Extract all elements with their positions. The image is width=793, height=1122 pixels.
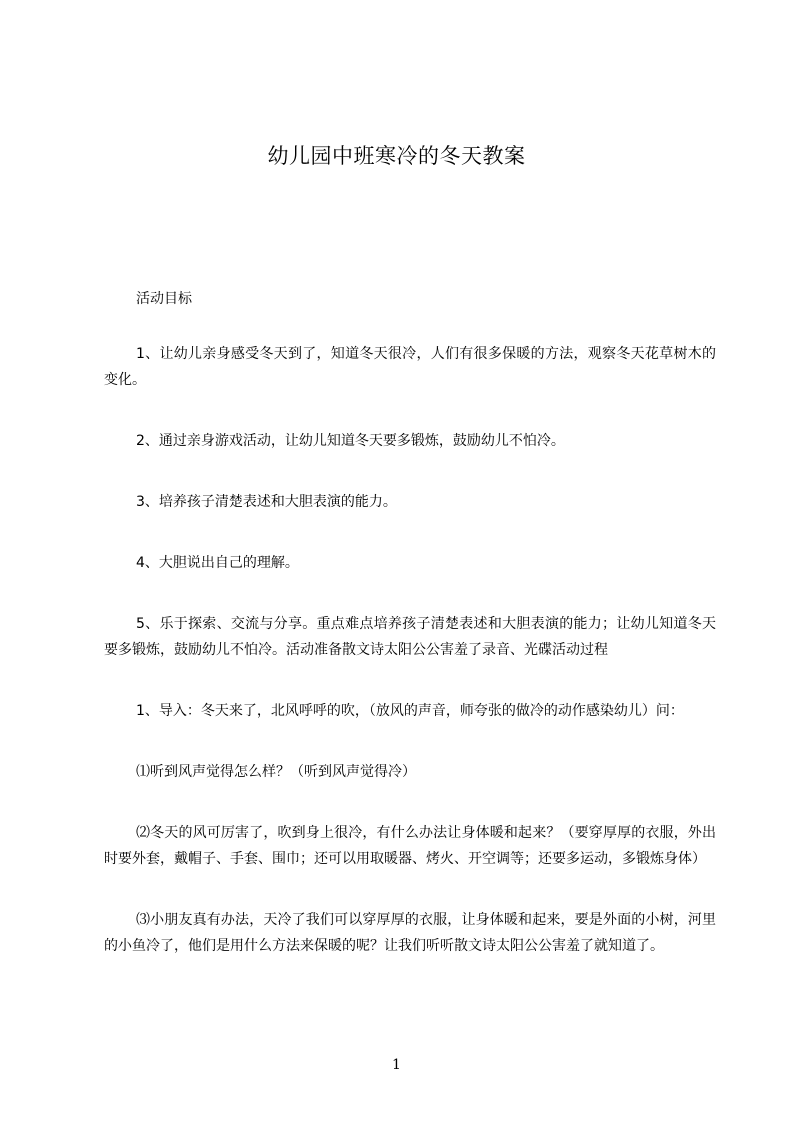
paragraph-goal-4: 4、大胆说出自己的理解。 [136,555,299,571]
page-number: 1 [392,1057,401,1073]
section-heading-activity-goals: 活动目标 [136,291,192,307]
document-title: 幼儿园中班寒冷的冬天教案 [267,144,526,168]
paragraph-goal-5: 5、乐于探索、交流与分享。重点难点培养孩子清楚表述和大胆表演的能力；让幼儿知道冬天要多锻炼，鼓励幼儿不怕冷。活动准备散文诗太阳公公害羞了录音、光碟活动过程 [104,616,716,658]
paragraph-process-1: 1、导入：冬天来了，北风呼呼的吹，（放风的声音，师夸张的做冷的动作感染幼儿）问： [136,703,684,719]
document-body [104,286,716,994]
paragraph-question-3: ⑶小朋友真有办法，天冷了我们可以穿厚厚的衣服，让身体暖和起来，要是外面的小树，河里的小鱼冷了，他们是用什么方法来保暖的呢？让我们听听散文诗太阳公公害羞了就知道了。 [104,912,716,954]
paragraph-question-2: ⑵冬天的风可厉害了，吹到身上很冷，有什么办法让身体暖和起来？（要穿厚厚的衣服，外出时要外套，戴帽子、手套、围巾；还可以用取暖器、烤火、开空调等；还要多运动，多锻炼身体） [104,825,716,867]
paragraph-question-1: ⑴听到风声觉得怎么样？（听到风声觉得冷） [136,764,416,780]
paragraph-goal-1: 1、让幼儿亲身感受冬天到了，知道冬天很冷，人们有很多保暖的方法，观察冬天花草树木的变化。 [104,346,716,388]
paragraph-goal-2: 2、通过亲身游戏活动，让幼儿知道冬天要多锻炼，鼓励幼儿不怕冷。 [136,433,565,449]
paragraph-goal-3: 3、培养孩子清楚表述和大胆表演的能力。 [136,494,397,510]
